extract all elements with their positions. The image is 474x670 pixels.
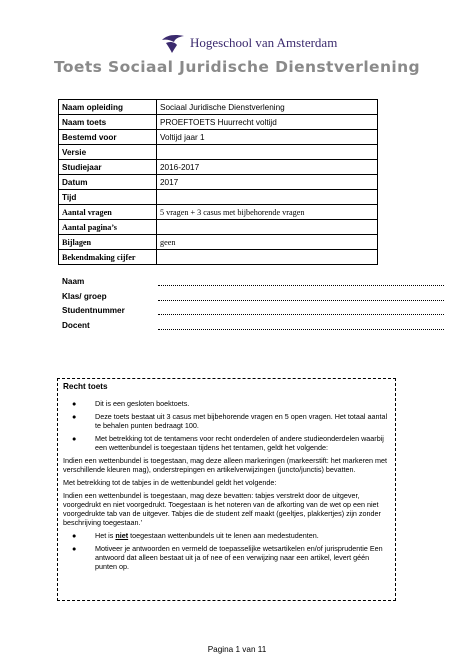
row-label: Bijlagen	[59, 235, 157, 250]
row-label: Bekendmaking cijfer	[59, 250, 157, 265]
page-number: Pagina 1 van 11	[207, 645, 267, 654]
rule-text-end: toegestaan wettenbundels uit te lenen aan medestudenten.	[128, 531, 319, 540]
hva-logo	[160, 32, 360, 54]
list-item	[63, 531, 390, 540]
row-value: Voltijd jaar 1	[157, 130, 378, 145]
table-row	[59, 100, 378, 115]
field-label: Docent	[62, 320, 90, 330]
bullet-icon: ●	[72, 399, 77, 408]
table-row	[59, 190, 378, 205]
bullet-icon: ●	[72, 544, 77, 553]
bullet-icon: ●	[72, 531, 77, 540]
rule-text: Motiveer je antwoorden en vermeld de toepasselijke wetsartikelen en/of jurisprudentie Een antwoord dat alleen bestaat uit ja of nee of een verwijzing naar een artikel, levert géén punten op.	[95, 544, 383, 571]
hva-logo-icon	[160, 32, 186, 54]
exam-info-table	[58, 99, 378, 265]
rule-text: Deze toets bestaat uit 3 casus met bijbehorende vragen en 5 open vragen. Het totaal aantal te behalen punten bedraagt 100.	[95, 412, 388, 430]
logo-text: Hogeschool van Amsterdam	[190, 35, 338, 50]
exam-rules-box	[57, 378, 396, 601]
dotted-line	[158, 314, 444, 315]
document-title: Toets Sociaal Juridische Dienstverlening	[53, 58, 421, 76]
rule-text: Met betrekking tot de tentamens voor recht onderdelen of andere studieonderdelen waarbij een wettenbundel is toegestaan tijdens het tentamen, geldt het volgende:	[95, 434, 384, 452]
field-label: Naam	[62, 277, 85, 286]
field-label: Studentnummer	[62, 306, 125, 315]
rule-paragraph: Indien een wettenbundel is toegestaan, mag deze alleen markeringen (markeerstift: het markeren met verschillende kleuren mag), onderstrepingen en artikelverwijzingen (juncto/junctis) bevatten.	[63, 456, 388, 474]
row-value	[157, 190, 378, 205]
row-value: 2016-2017	[157, 160, 378, 175]
list-item	[63, 434, 390, 452]
row-value: Sociaal Juridische Dienstverlening	[157, 100, 378, 115]
row-label: Aantal vragen	[59, 205, 157, 220]
rule-text: Dit is een gesloten boektoets.	[95, 399, 190, 408]
rule-text-start: Het is	[95, 531, 116, 540]
table-row	[59, 130, 378, 145]
dotted-line	[158, 329, 444, 330]
row-label: Versie	[59, 145, 157, 160]
rule-paragraph: Indien een wettenbundel is toegestaan, mag deze bevatten: tabjes verstrekt door de uitgever, voorgedrukt en niet voorgedrukt. Toegestaan is het noteren van de afkorting van de wet op een niet voorgedrukte tab van de uitgever. Tabjes die de student zelf maakt (geeltjes, plakkertjes) zijn zonder beschrijving toegestaan.’	[63, 491, 381, 527]
row-value	[157, 250, 378, 265]
table-row	[59, 175, 378, 190]
list-item	[63, 399, 390, 408]
field-label: Klas/ groep	[62, 291, 107, 301]
table-row	[59, 145, 378, 160]
bullet-icon: ●	[72, 412, 77, 421]
emphasis-text: niet	[115, 531, 129, 540]
row-label: Aantal pagina’s	[59, 220, 157, 235]
table-row	[59, 115, 378, 130]
row-value	[157, 145, 378, 160]
table-row	[59, 220, 378, 235]
row-label: Naam opleiding	[59, 100, 157, 115]
list-item	[63, 544, 390, 571]
rule-paragraph: Met betrekking tot de tabjes in de wettenbundel geldt het volgende:	[63, 478, 277, 487]
row-label: Bestemd voor	[59, 130, 157, 145]
bullet-icon: ●	[72, 434, 77, 443]
row-value	[157, 220, 378, 235]
dotted-line	[158, 285, 444, 286]
row-label: Datum	[59, 175, 157, 190]
row-label: Studiejaar	[59, 160, 157, 175]
row-value: 5 vragen + 3 casus met bijbehorende vragen	[157, 205, 378, 220]
table-row	[59, 250, 378, 265]
table-row	[59, 205, 378, 220]
row-label: Naam toets	[59, 115, 157, 130]
rules-heading: Recht toets	[63, 382, 108, 391]
row-label: Tijd	[59, 190, 157, 205]
row-value: 2017	[157, 175, 378, 190]
row-value: PROEFTOETS Huurrecht voltijd	[157, 115, 378, 130]
table-row	[59, 160, 378, 175]
list-item	[63, 412, 390, 430]
dotted-line	[158, 300, 444, 301]
row-value: geen	[157, 235, 378, 250]
table-row	[59, 235, 378, 250]
